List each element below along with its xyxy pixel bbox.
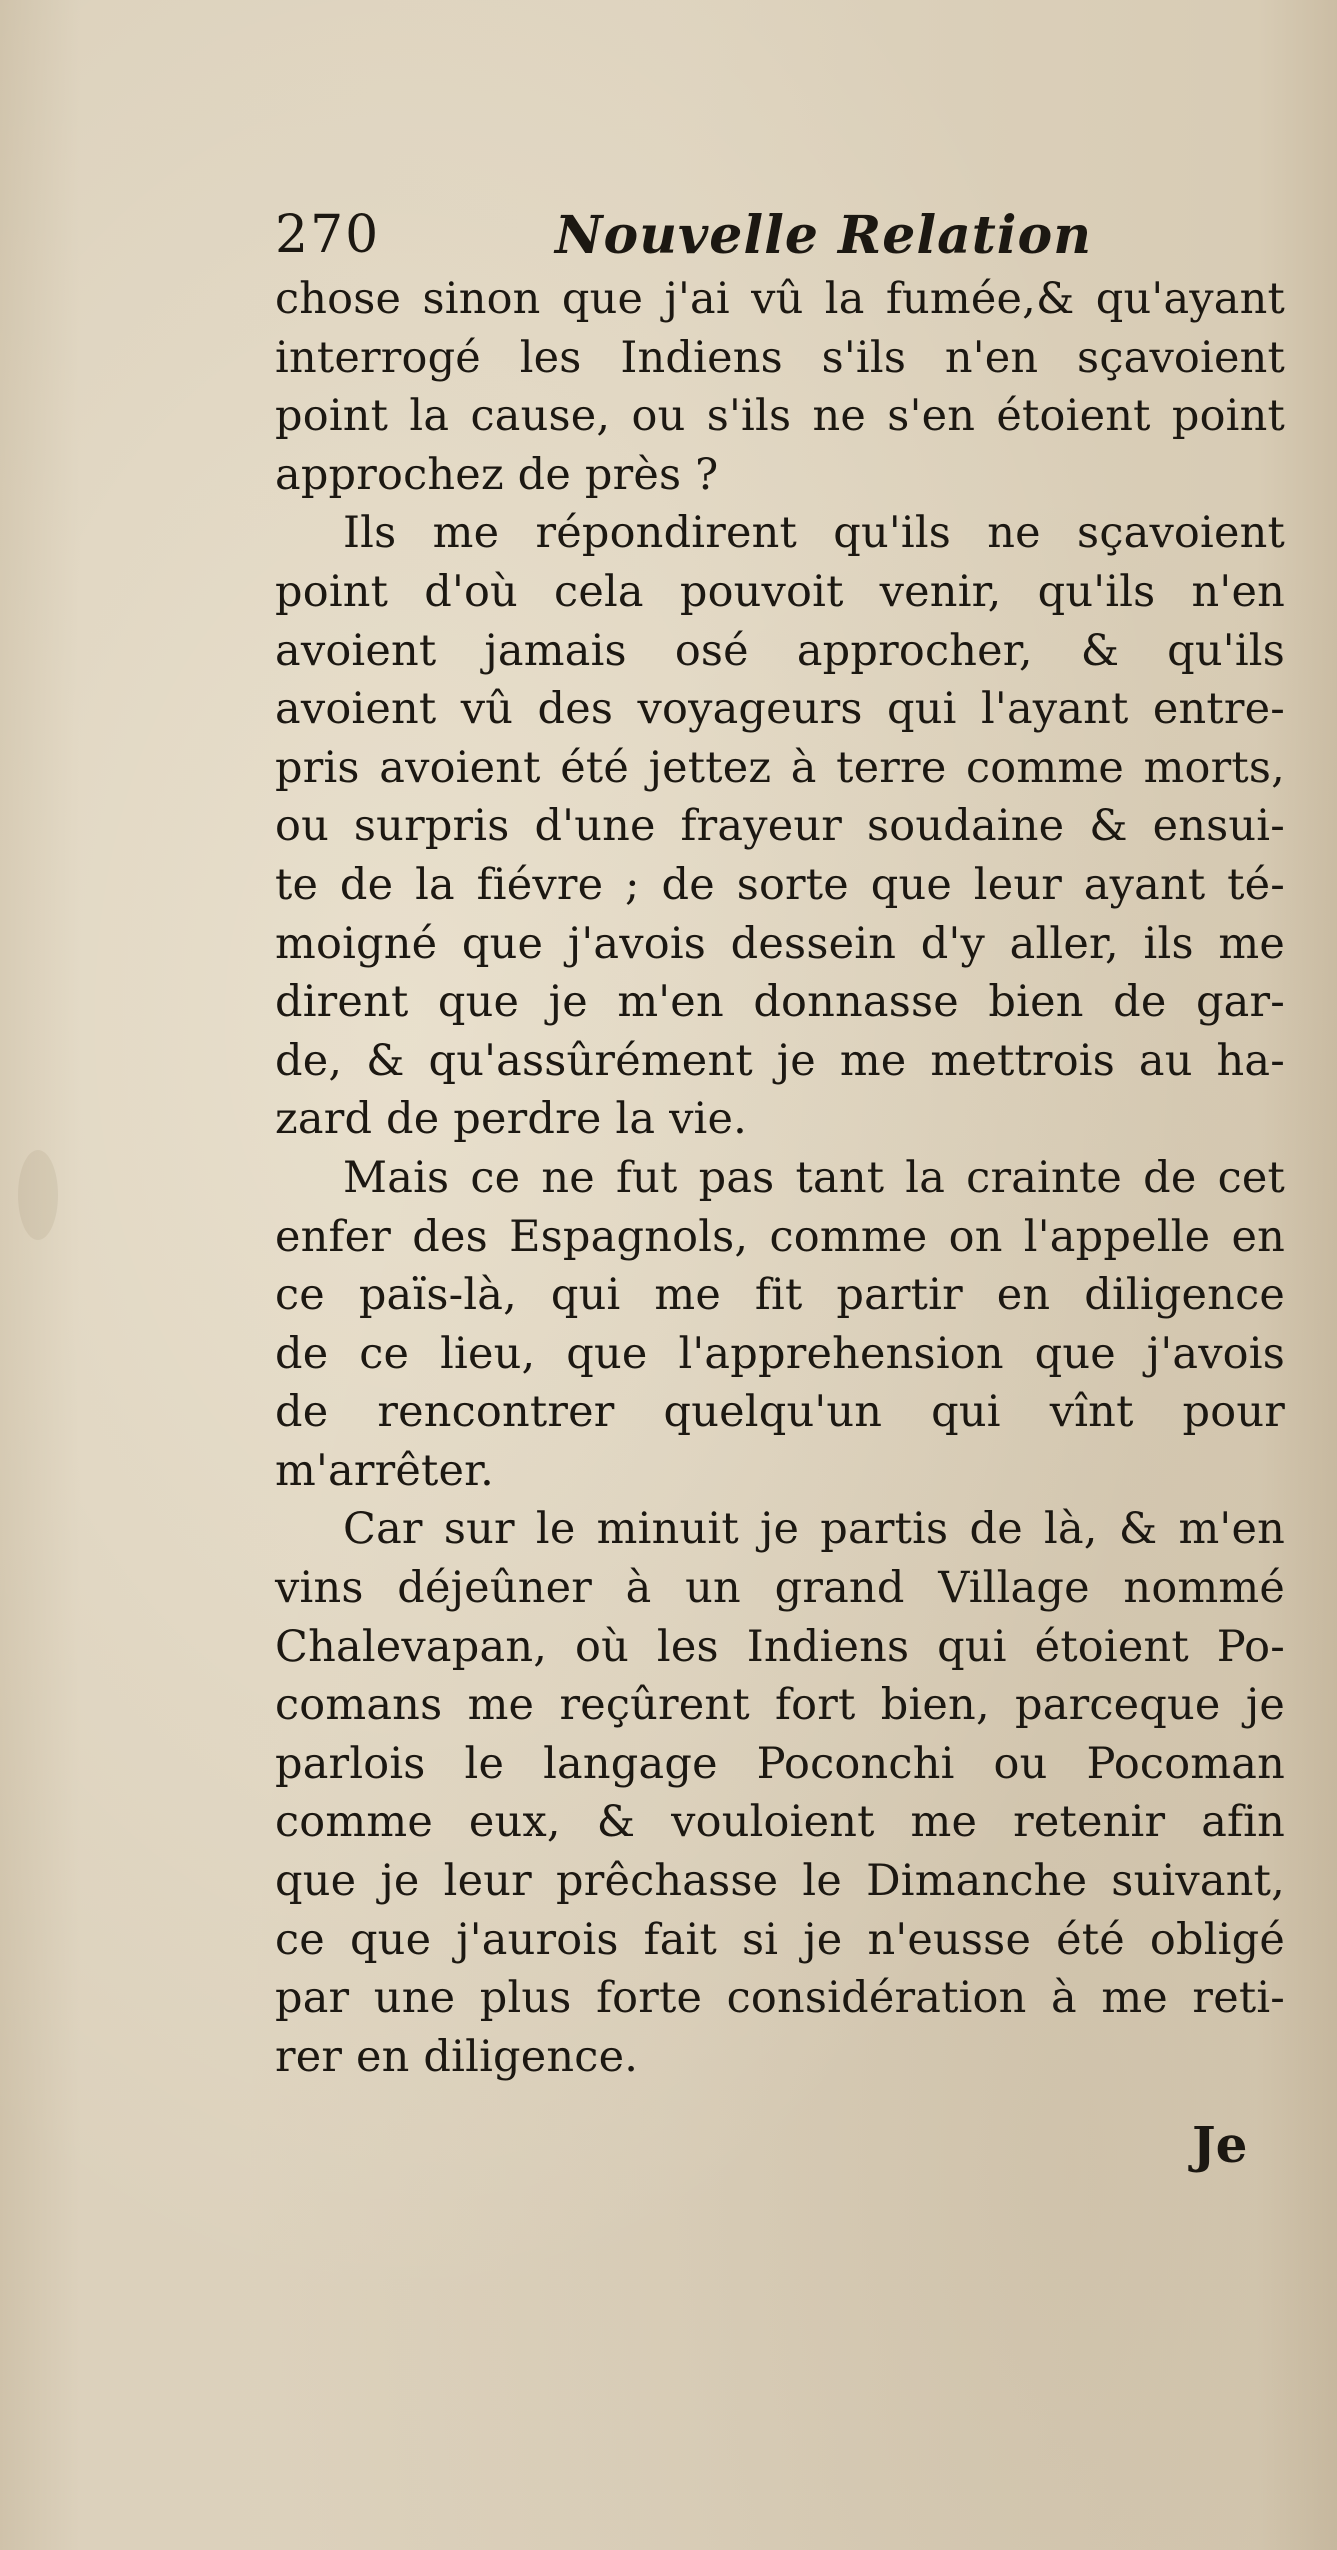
text-line: dirent que je m'en donnasse bien de gar- bbox=[275, 977, 1285, 1028]
text-line: chose sinon que j'ai vû la fumée,& qu'ayant bbox=[275, 274, 1285, 324]
text-line: m'arrêter. bbox=[275, 1445, 495, 1496]
text-line: Mais ce ne fut pas tant la crainte de cet bbox=[343, 1152, 1285, 1203]
text-line: par une plus forte considération à me reti- bbox=[275, 1973, 1285, 2024]
text-line: avoient vû des voyageurs qui l'ayant entre- bbox=[275, 684, 1285, 735]
text-line: moigné que j'avois dessein d'y aller, ils me bbox=[275, 918, 1285, 969]
body-text bbox=[275, 270, 1285, 2086]
text-line: point d'où cela pouvoit venir, qu'ils n'en bbox=[275, 566, 1285, 617]
text-line: comme eux, & vouloient me retenir afin bbox=[275, 1797, 1285, 1848]
text-line: approchez de près ? bbox=[275, 449, 719, 500]
text-line: ou surpris d'une frayeur soudaine & ensui- bbox=[275, 801, 1285, 852]
text-line: rer en diligence. bbox=[275, 2031, 639, 2082]
text-line: ce que j'aurois fait si je n'eusse été obligé bbox=[275, 1914, 1285, 1965]
text-line: zard de perdre la vie. bbox=[275, 1094, 748, 1145]
text-line: enfer des Espagnols, comme on l'appelle en bbox=[275, 1211, 1285, 1262]
text-line: interrogé les Indiens s'ils n'en sçavoient bbox=[275, 332, 1285, 383]
running-title: Nouvelle Relation bbox=[555, 205, 1093, 266]
text-line: point la cause, ou s'ils ne s'en étoient point bbox=[275, 391, 1285, 442]
text-line: Ils me répondirent qu'ils ne sçavoient bbox=[343, 508, 1285, 559]
text-line: que je leur prêchasse le Dimanche suivant, bbox=[275, 1856, 1285, 1907]
text-line: Car sur le minuit je partis de là, & m'en bbox=[343, 1504, 1285, 1555]
text-line: de ce lieu, que l'apprehension que j'avois bbox=[275, 1328, 1285, 1379]
paper-stain bbox=[18, 1150, 58, 1240]
text-line: ce païs-là, qui me fit partir en diligence bbox=[275, 1270, 1285, 1321]
text-line: te de la fiévre ; de sorte que leur ayant té- bbox=[275, 859, 1285, 910]
text-line: Chalevapan, où les Indiens qui étoient Po- bbox=[275, 1621, 1285, 1672]
text-line: pris avoient été jettez à terre comme morts, bbox=[275, 742, 1285, 793]
text-line: comans me reçûrent fort bien, parceque je bbox=[275, 1680, 1285, 1731]
text-line: avoient jamais osé approcher, & qu'ils bbox=[275, 625, 1285, 676]
text-line: de, & qu'assûrément je me mettrois au ha- bbox=[275, 1035, 1285, 1086]
text-line: vins déjeûner à un grand Village nommé bbox=[275, 1563, 1285, 1614]
page-number: 270 bbox=[275, 205, 381, 265]
text-line: de rencontrer quelqu'un qui vînt pour bbox=[275, 1387, 1285, 1438]
text-line: parlois le langage Poconchi ou Pocoman bbox=[275, 1738, 1285, 1789]
running-head bbox=[275, 205, 1275, 275]
catchword: Je bbox=[1192, 2115, 1248, 2174]
